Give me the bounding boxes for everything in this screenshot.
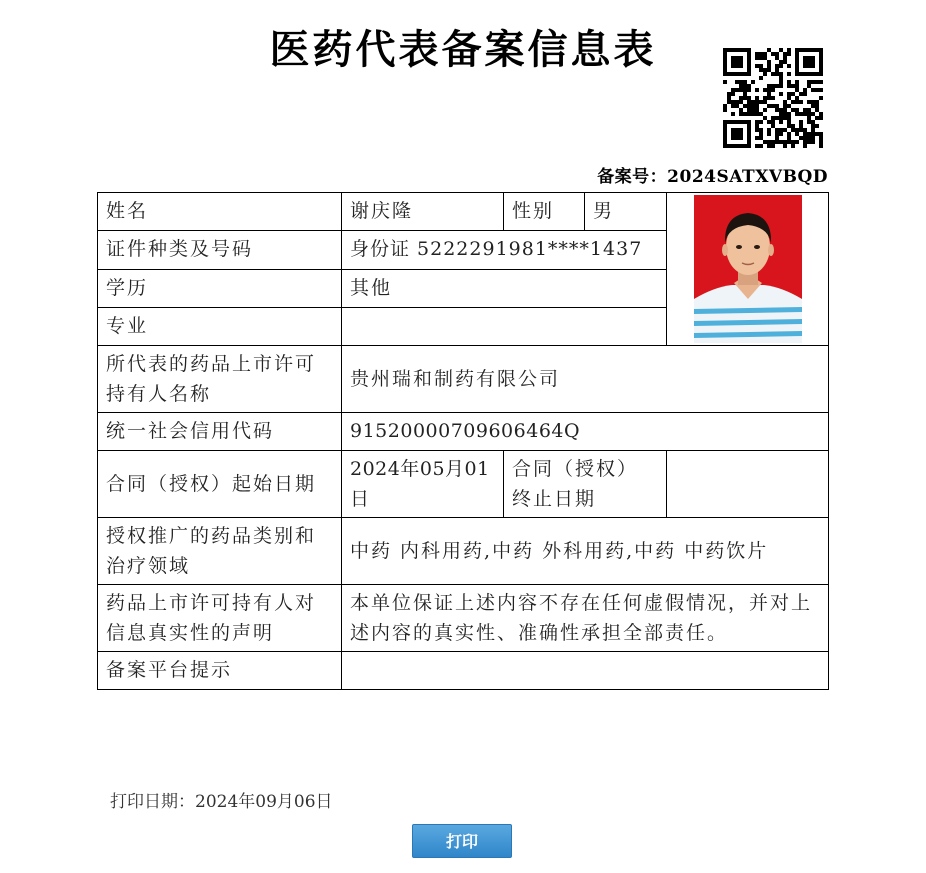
portrait-photo [694,195,802,343]
start-date-value: 2024年05月01日 [342,451,504,518]
name-value: 谢庆隆 [342,193,504,231]
start-date-label: 合同（授权）起始日期 [98,451,342,518]
credit-code-label: 统一社会信用代码 [98,413,342,451]
end-date-label: 合同（授权）终止日期 [504,451,667,518]
holder-value: 贵州瑞和制药有限公司 [342,346,829,413]
gender-label: 性别 [504,193,585,231]
id-value: 身份证 5222291981****1437 [342,231,667,269]
holder-label: 所代表的药品上市许可持有人名称 [98,346,342,413]
credit-code-value: 91520000709606464Q [342,413,829,451]
category-label: 授权推广的药品类别和治疗领域 [98,518,342,585]
platform-tip-label: 备案平台提示 [98,652,342,690]
major-label: 专业 [98,307,342,345]
name-label: 姓名 [98,193,342,231]
print-date: 打印日期：2024年09月06日 [110,792,333,812]
category-value: 中药 内科用药,中药 外科用药,中药 中药饮片 [342,518,829,585]
id-label: 证件种类及号码 [98,231,342,269]
statement-value: 本单位保证上述内容不存在任何虚假情况，并对上述内容的真实性、准确性承担全部责任。 [342,585,829,652]
major-value [342,307,667,345]
print-button[interactable]: 打印 [412,824,512,858]
education-label: 学历 [98,269,342,307]
record-number: 备案号：2024SATXVBQD [597,167,828,187]
page-title: 医药代表备案信息表 [269,26,657,73]
gender-value: 男 [585,193,667,231]
platform-tip-value [342,652,829,690]
info-table [97,192,829,690]
qr-code-icon [723,48,823,148]
photo-cell [667,193,829,346]
end-date-value [667,451,829,518]
statement-label: 药品上市许可持有人对信息真实性的声明 [98,585,342,652]
education-value: 其他 [342,269,667,307]
